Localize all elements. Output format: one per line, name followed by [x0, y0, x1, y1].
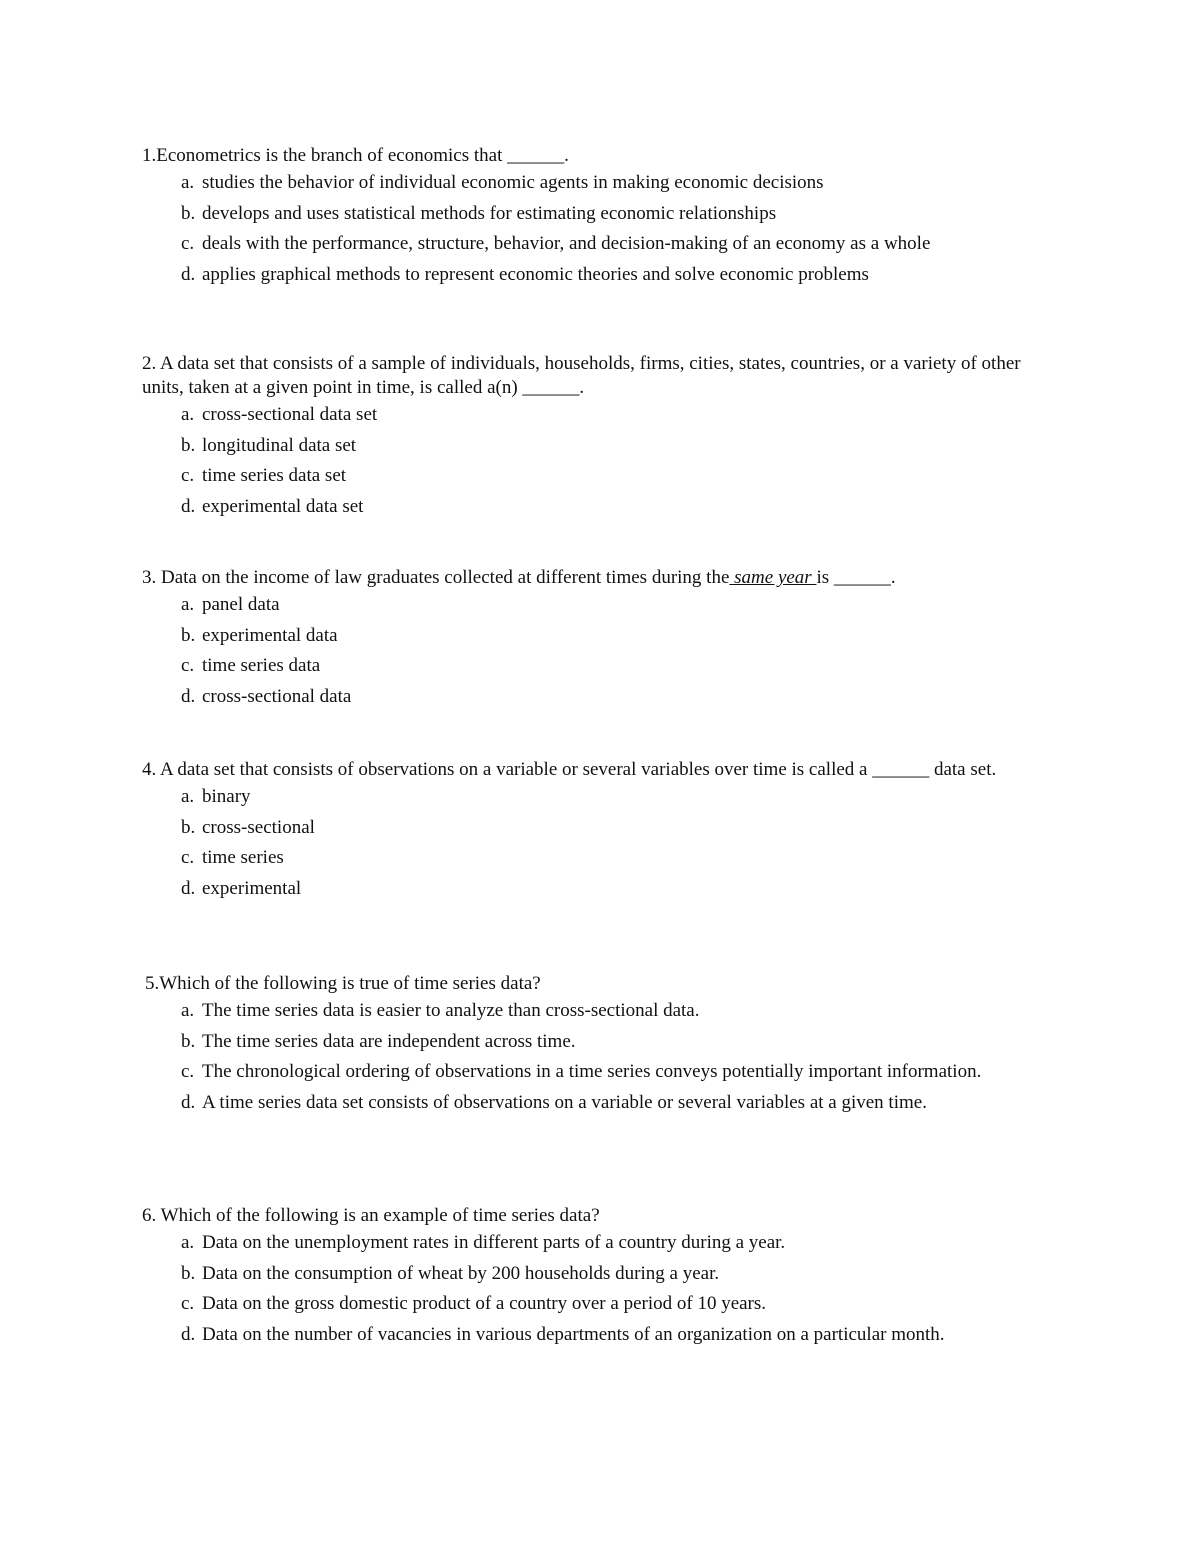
option-text: A time series data set consists of observations on a variable or several variables at a given time.: [202, 1091, 927, 1113]
option-text: applies graphical methods to represent economic theories and solve economic problems: [202, 263, 869, 285]
question-6-option-a: [142, 1231, 982, 1255]
option-letter: c.: [181, 1293, 195, 1314]
option-letter: d.: [181, 685, 196, 707]
question-3-stem-end: is ______.: [816, 567, 896, 588]
question-3-option-c: [142, 654, 982, 678]
question-3-stem-emphasis: same year: [729, 567, 817, 588]
question-5-options: [142, 999, 1045, 1115]
question-6-options: [142, 1231, 1042, 1347]
option-text: cross-sectional: [202, 816, 315, 838]
option-text: Data on the number of vacancies in various departments of an organization on a particular month.: [202, 1323, 945, 1345]
option-letter: a.: [181, 1232, 195, 1253]
question-4-option-a: [142, 785, 982, 809]
question-4-stem: 4. A data set that consists of observations on a variable or several variables over time is called a ______ data set.: [142, 759, 997, 780]
option-letter: b.: [181, 816, 196, 838]
question-5-option-a: [142, 999, 982, 1023]
option-letter: b.: [181, 202, 196, 224]
option-text: time series: [202, 847, 284, 868]
option-text: cross-sectional data set: [202, 404, 378, 425]
question-1-option-c: [142, 232, 972, 256]
option-letter: b.: [181, 1262, 196, 1284]
option-text: experimental: [202, 877, 302, 899]
question-4-options: [142, 785, 1042, 901]
option-letter: a.: [181, 786, 195, 807]
option-letter: b.: [181, 1030, 196, 1052]
option-letter: d.: [181, 1323, 196, 1345]
option-text: Data on the gross domestic product of a country over a period of 10 years.: [202, 1293, 767, 1314]
option-text: panel data: [202, 594, 280, 615]
option-letter: c.: [181, 465, 195, 486]
question-2-options: [142, 403, 1042, 519]
question-5-option-c: [142, 1060, 982, 1084]
option-text: deals with the performance, structure, behavior, and decision-making of an economy as a whole: [202, 233, 931, 254]
option-letter: c.: [181, 847, 195, 868]
option-text: develops and uses statistical methods for estimating economic relationships: [202, 202, 777, 224]
question-3-option-d: [142, 685, 982, 709]
option-text: Data on the unemployment rates in different parts of a country during a year.: [202, 1232, 786, 1253]
question-2-option-c: [142, 464, 982, 488]
question-1-option-b: [142, 202, 982, 226]
question-4: [142, 758, 1042, 907]
option-letter: c.: [181, 655, 195, 676]
question-3-option-b: [142, 624, 982, 648]
option-text: The time series data are independent across time.: [202, 1030, 576, 1052]
option-text: longitudinal data set: [202, 434, 357, 456]
option-letter: c.: [181, 1061, 195, 1082]
option-letter: b.: [181, 624, 196, 646]
option-letter: b.: [181, 434, 196, 456]
question-3-options: [142, 593, 1042, 709]
question-4-option-c: [142, 846, 982, 870]
question-1-stem: 1.Econometrics is the branch of economics that ______.: [142, 145, 569, 166]
option-letter: a.: [181, 172, 195, 193]
option-letter: a.: [181, 404, 195, 425]
question-1-options: [142, 171, 1042, 287]
question-2: [142, 352, 1042, 525]
question-5-option-b: [142, 1030, 982, 1054]
question-5: [145, 972, 1045, 1121]
question-3-stem-start: 3. Data on the income of law graduates collected at different times during the: [142, 567, 730, 588]
question-3-option-a: [142, 593, 982, 617]
question-5-stem: 5.Which of the following is true of time series data?: [145, 973, 541, 994]
option-text: Data on the consumption of wheat by 200 households during a year.: [202, 1262, 720, 1284]
question-2-option-d: [142, 495, 982, 519]
option-letter: a.: [181, 594, 195, 615]
option-letter: d.: [181, 877, 196, 899]
option-text: The chronological ordering of observations in a time series conveys potentially important information.: [202, 1061, 982, 1082]
question-1-option-d: [142, 263, 982, 287]
option-text: experimental data: [202, 624, 338, 646]
question-6-stem: 6. Which of the following is an example of time series data?: [142, 1205, 600, 1226]
question-2-option-a: [142, 403, 982, 427]
option-letter: c.: [181, 233, 195, 254]
option-text: cross-sectional data: [202, 685, 352, 707]
question-4-option-d: [142, 877, 982, 901]
option-text: experimental data set: [202, 495, 364, 517]
option-letter: d.: [181, 263, 196, 285]
option-letter: d.: [181, 495, 196, 517]
question-4-option-b: [142, 816, 982, 840]
question-2-option-b: [142, 434, 982, 458]
option-letter: d.: [181, 1091, 196, 1113]
question-6-option-c: [142, 1292, 982, 1316]
option-text: studies the behavior of individual economic agents in making economic decisions: [202, 172, 824, 193]
option-text: binary: [202, 786, 251, 807]
question-5-option-d: [142, 1091, 982, 1115]
question-3: [142, 566, 1042, 715]
option-text: time series data set: [202, 465, 347, 486]
question-1: [142, 144, 1042, 293]
option-letter: a.: [181, 1000, 195, 1021]
option-text: time series data: [202, 655, 321, 676]
question-1-option-a: [142, 171, 982, 195]
question-6: [142, 1204, 1042, 1353]
option-text: The time series data is easier to analyze than cross-sectional data.: [202, 1000, 700, 1021]
question-6-option-b: [142, 1262, 982, 1286]
question-6-option-d: [142, 1323, 982, 1347]
question-3-stem: [142, 566, 1042, 590]
question-2-stem: 2. A data set that consists of a sample of individuals, households, firms, cities, states, countries, or a variety of other units, taken at a given point in time, is called a(n) ______.: [142, 353, 1021, 398]
